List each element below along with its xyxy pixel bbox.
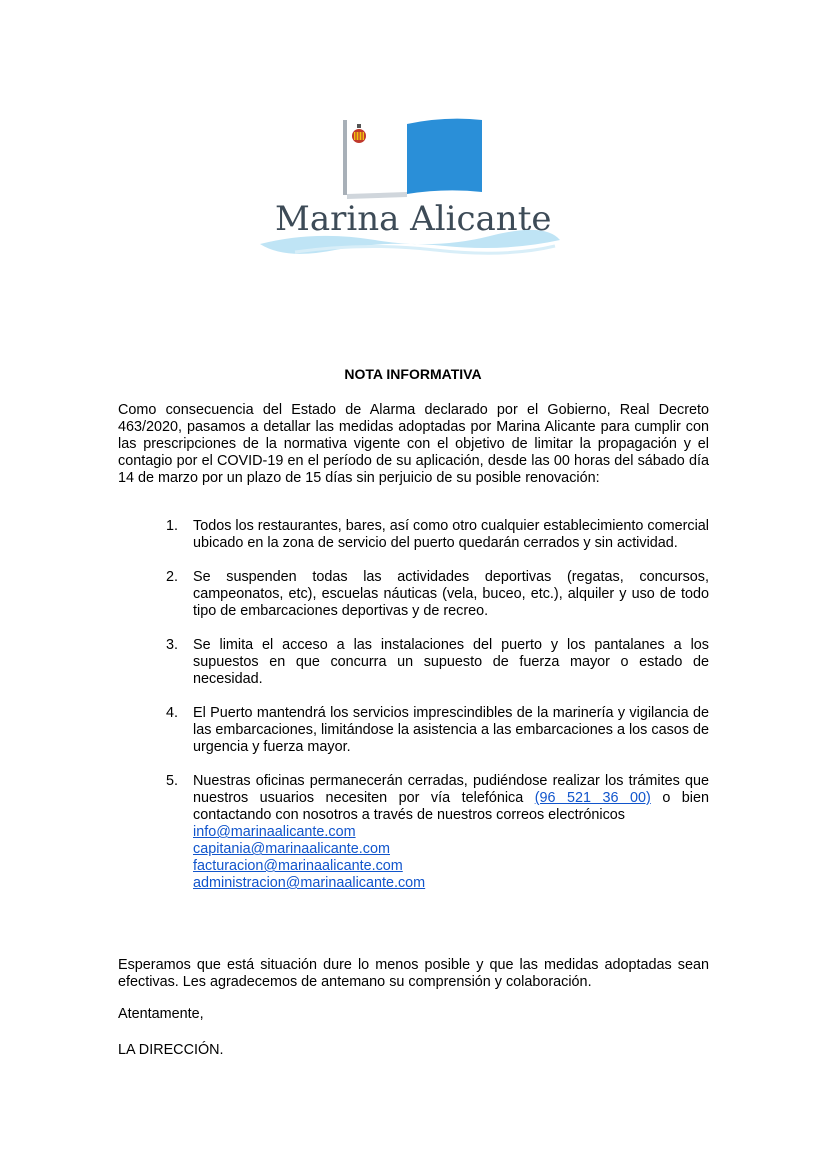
email-link-administracion[interactable]: administracion@marinaalicante.com xyxy=(193,875,426,891)
list-item-text: Nuestras oficinas permanecerán cerradas, pudiéndose realizar los trámites que nuestros usuarios necesiten por vía telefónica xyxy=(193,773,709,806)
intro-paragraph: Como consecuencia del Estado de Alarma declarado por el Gobierno, Real Decreto 463/2020, pasamos a detallar las medidas adoptadas por Marina Alicante para cumplir con las prescripciones de la normativa vigente con el objetivo de limitar la propagación y el contagio por el COVID-19 en el período de su aplicación, desde las 00 horas del sábado día 14 de marzo por un plazo de 15 días sin perjuicio de su posible renovación: xyxy=(118,402,709,486)
list-item-text: Se suspenden todas las actividades deportivas (regatas, concursos, campeonatos, etc), escuelas náuticas (vela, buceo, etc.), alquiler y uso de todo tipo de embarcaciones deportivas y de recreo. xyxy=(193,569,709,619)
list-item xyxy=(118,518,709,552)
list-item-number: 2. xyxy=(166,569,179,585)
page-title: NOTA INFORMATIVA xyxy=(344,366,482,382)
list-item-number: 3. xyxy=(166,637,179,653)
phone-link[interactable]: (96 521 36 00) xyxy=(534,790,651,806)
list-item-text-cont: o bien contactando con nosotros a través de nuestros correos electrónicos xyxy=(193,790,710,823)
flag-blue-panel xyxy=(407,119,482,194)
flag-pole xyxy=(343,120,347,195)
list-item-number: 5. xyxy=(166,773,179,789)
email-link-info[interactable]: info@marinaalicante.com xyxy=(193,824,356,840)
list-item xyxy=(118,569,709,620)
list-item-number: 4. xyxy=(166,705,179,721)
list-item xyxy=(118,773,709,892)
anchor-crest-emblem xyxy=(352,124,366,143)
logo-brand-text: Marina Alicante xyxy=(275,199,552,239)
email-link-facturacion[interactable]: facturacion@marinaalicante.com xyxy=(193,858,403,874)
list-item xyxy=(118,705,709,756)
list-item xyxy=(118,637,709,688)
list-item-text: Todos los restaurantes, bares, así como otro cualquier establecimiento comercial ubicado en la zona de servicio del puerto quedarán cerrados y sin actividad. xyxy=(193,518,709,551)
closing-paragraph: Esperamos que está situación dure lo menos posible y que las medidas adoptadas sean efectivas. Les agradecemos de antemano su comprensión y colaboración. xyxy=(118,957,709,990)
signature-text: LA DIRECCIÓN. xyxy=(118,1042,224,1058)
marina-alicante-logo xyxy=(255,112,570,257)
email-link-capitania[interactable]: capitania@marinaalicante.com xyxy=(193,841,390,857)
list-item-text: Se limita el acceso a las instalaciones del puerto y los pantalanes a los supuestos en que concurra un supuesto de fuerza mayor o estado de necesidad. xyxy=(193,637,709,687)
list-item-number: 1. xyxy=(166,518,179,534)
regards-text: Atentamente, xyxy=(118,1006,204,1022)
email-links xyxy=(193,824,709,892)
list-item-text: El Puerto mantendrá los servicios imprescindibles de la marinería y vigilancia de las embarcaciones, limitándose la asistencia a las embarcaciones a los casos de urgencia y fuerza mayor. xyxy=(193,705,709,755)
measures-list xyxy=(118,518,709,909)
flag-white-panel xyxy=(347,192,407,199)
